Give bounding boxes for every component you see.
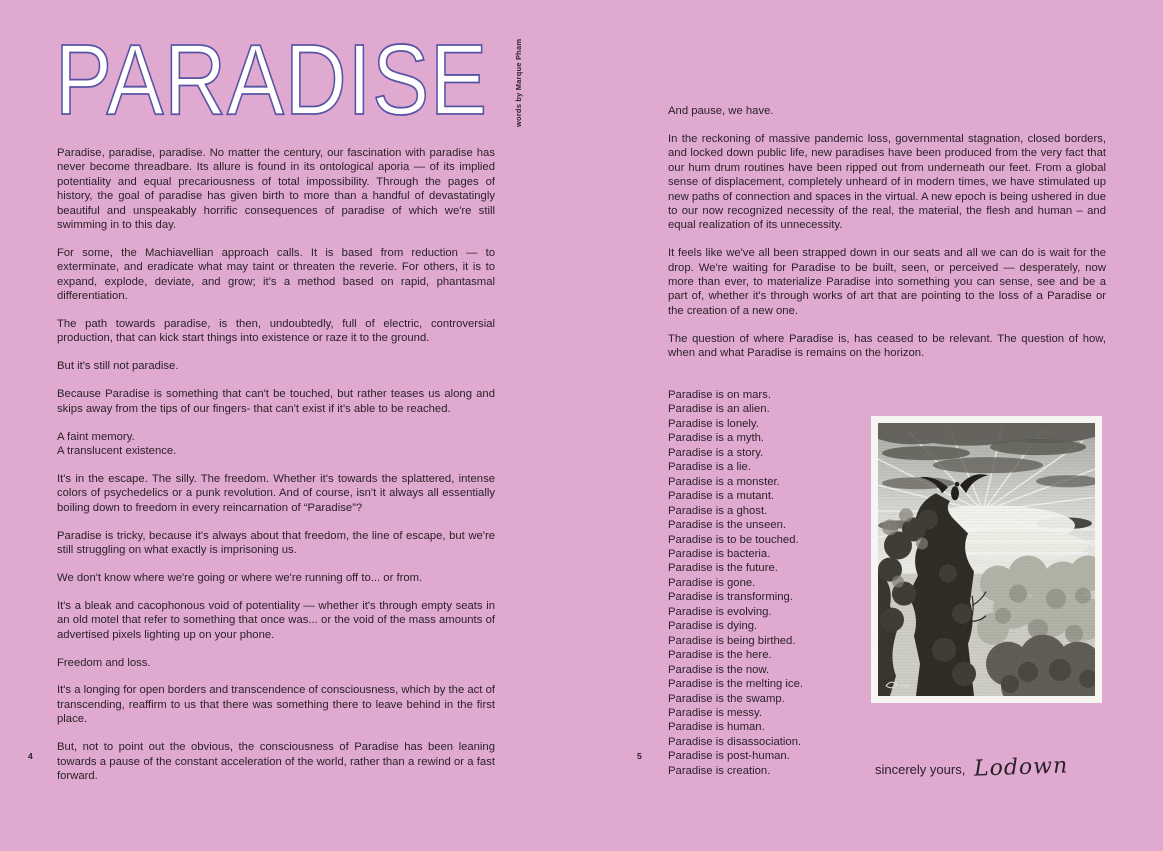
paragraph: But, not to point out the obvious, the consciousness of Paradise has been leaning towards a pause of the constant acceleration of the world, rather than a rewind or a fast forward. xyxy=(57,741,495,782)
signature-line xyxy=(875,755,1105,780)
paradise-list-item: Paradise is the melting ice. xyxy=(668,678,804,691)
paradise-list-item: Paradise is bacteria. xyxy=(668,547,771,560)
paradise-list-item: Paradise is dying. xyxy=(668,620,758,633)
title-block xyxy=(55,24,561,140)
paradise-list-item: Paradise is being birthed. xyxy=(668,634,796,647)
paradise-list-item: Paradise is lonely. xyxy=(668,417,759,430)
paradise-list-item: Paradise is gone. xyxy=(668,576,756,589)
paradise-list-item: Paradise is a lie. xyxy=(668,461,751,474)
paradise-list-item: Paradise is on mars. xyxy=(668,389,771,401)
paragraph: Paradise, paradise, paradise. No matter the century, our fascination with paradise has never become threadbare. Its allure is found in its ontological aporia — of its implied potentiality and equal precariousness of total impossibility. Through the pages of history, the goal of paradise has given birth to more than a handful of devastatingly beautiful and unspeakably horrific consequences of paradise of which we're still swimming in to this day. xyxy=(57,147,495,232)
paradise-list-item: Paradise is a story. xyxy=(668,446,764,459)
right-text-column xyxy=(668,104,1106,361)
paragraph: A faint memory. A translucent existence. xyxy=(57,430,177,457)
left-text-column xyxy=(57,146,495,783)
paragraph: It feels like we've all been strapped down in our seats and all we can do is wait for the drop. We're waiting for Paradise to be built, seen, or perceived — desperately, now more than ever, to materialize Paradise into something you can sense, see and be a part of, whether it's through works of art that are pointing to the loss of a Paradise or the creation of a new one. xyxy=(668,247,1106,317)
paradise-list-item: Paradise is creation. xyxy=(668,764,771,777)
paradise-list-item: Paradise is the swamp. xyxy=(668,692,785,705)
paradise-list-item: Paradise is human. xyxy=(668,721,765,734)
paradise-list-item: Paradise is a myth. xyxy=(668,432,765,445)
paradise-list-item: Paradise is the here. xyxy=(668,649,772,662)
paragraph: It's a bleak and cacophonous void of potentiality — whether it's through empty seats in an old motel that refer to something that once was... or the void of the mass amounts of advertised pixels lighting up on your phone. xyxy=(57,599,495,641)
paragraph: Paradise is tricky, because it's always about that freedom, the line of escape, but we're still struggling on what exactly is imprisoning us. xyxy=(57,529,495,557)
page-number-left: 4 xyxy=(28,751,33,761)
paragraph: And pause, we have. xyxy=(668,105,774,117)
signature-name: Lodown xyxy=(973,753,1069,782)
signature-prefix: sincerely yours, xyxy=(875,762,966,777)
paragraph: It's a longing for open borders and transcendence of consciousness, which by the act of transcending, reaffirm to us that there was something there to leave behind in the first place. xyxy=(57,684,495,726)
paragraph: The question of where Paradise is, has ceased to be relevant. The question of how, when and what Paradise is remains on the horizon. xyxy=(668,332,1106,360)
paragraph: Freedom and loss. xyxy=(57,656,151,669)
engraving-illustration xyxy=(878,423,1095,696)
paradise-list-item: Paradise is messy. xyxy=(668,706,762,719)
engraving-image xyxy=(871,416,1102,703)
paradise-list-item: Paradise is a monster. xyxy=(668,475,780,488)
paradise-list-item: Paradise is the future. xyxy=(668,562,778,575)
paragraph: Because Paradise is something that can't be touched, but rather teases us along and skips away from the tips of our fingers- that can't exist if it's able to be reached. xyxy=(57,388,495,415)
paradise-list-item: Paradise is evolving. xyxy=(668,605,772,618)
paradise-list-item: Paradise is a ghost. xyxy=(668,504,768,517)
byline: words by Marque Pham xyxy=(514,38,523,127)
paradise-list-item: Paradise is a mutant. xyxy=(668,490,775,503)
paradise-list-item: Paradise is to be touched. xyxy=(668,533,799,546)
paradise-list-item: Paradise is an alien. xyxy=(668,403,770,416)
paradise-list-item: Paradise is disassociation. xyxy=(668,735,802,748)
paragraph: It's in the escape. The silly. The freedom. Whether it's towards the splattered, intense colors of psychedelics or a punk revolution. And of course, isn't it always all essentially boiling down to freedom in every reincarnation of “Paradise”? xyxy=(57,472,495,514)
paradise-list-item: Paradise is transforming. xyxy=(668,591,793,604)
paragraph: But it's still not paradise. xyxy=(57,360,179,373)
page-title: PARADISE xyxy=(55,24,488,136)
paragraph: In the reckoning of massive pandemic loss, governmental stagnation, closed borders, and locked down public life, new paradises have been produced from the very fact that our hum drum routines have been ripped out from underneath our feet. From a global sense of displacement, completely unheard of in modern times, we have stimulated up new paths of connection and spaces in the virtual. A new epoch is being ushered in due to our now recognized necessity of the real, the material, the flesh and human – and equal realization of its unnecessity. xyxy=(668,132,1106,232)
paragraph: The path towards paradise, is then, undoubtedly, full of electric, controversial production, that can kick start things into existence or raze it to the ground. xyxy=(57,318,495,345)
paradise-list-item: Paradise is the unseen. xyxy=(668,519,787,532)
page-number-right: 5 xyxy=(637,751,642,761)
paragraph: For some, the Machiavellian approach calls. It is based from reduction — to exterminate, and eradicate what may taint or threaten the reverie. For others, it is to expand, explode, deviate, and grow; it's a method based on rapid, phantasmal differentiation. xyxy=(57,246,495,303)
paradise-list-item: Paradise is the now. xyxy=(668,663,770,676)
paragraph: We don't know where we're going or where we're running off to... or from. xyxy=(57,571,423,584)
paradise-list-item: Paradise is post-human. xyxy=(668,750,790,763)
